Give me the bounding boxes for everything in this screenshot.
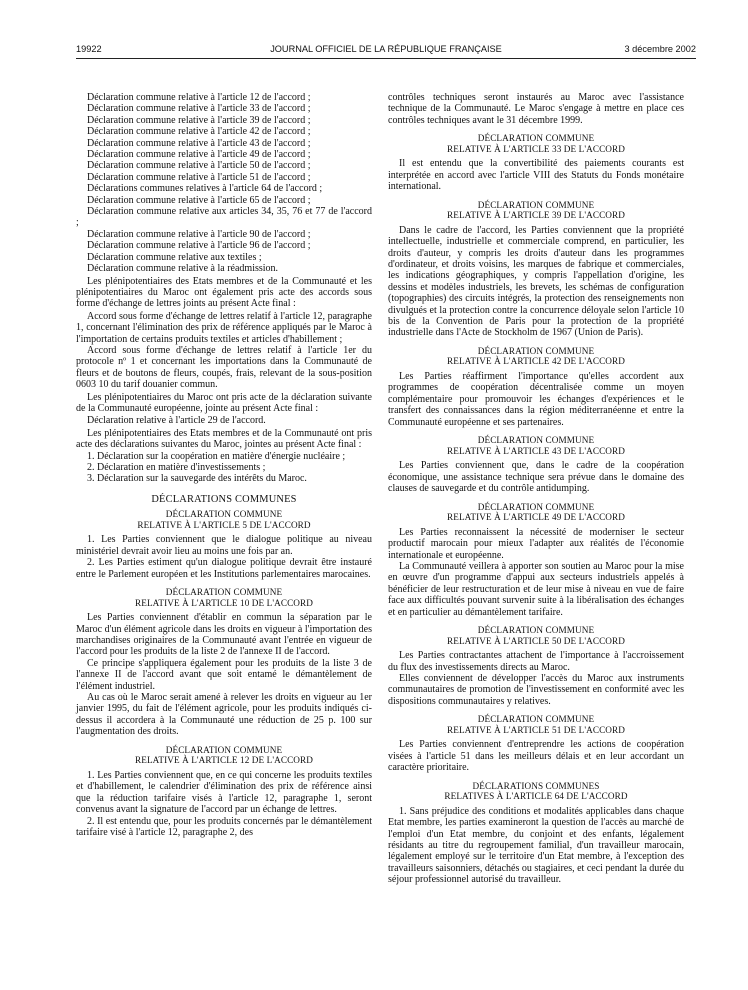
list-item: 2. Déclaration en matière d'investissements ;	[87, 462, 266, 473]
list-item: Déclaration commune relative à l'article 96 de l'accord ;	[87, 240, 311, 252]
section-heading: DÉCLARATION COMMUNE RELATIVE À L'ARTICLE 42 DE L'ACCORD	[447, 345, 625, 367]
list-item: Déclaration commune relative à l'article 50 de l'accord ;	[87, 160, 311, 172]
section-heading: DÉCLARATION COMMUNE RELATIVE À L'ARTICLE 51 DE L'ACCORD	[447, 714, 625, 735]
paragraph: Les Parties conviennent que, dans le cadre de la coopération économique, une assistance technique sera prévue dans le domaine des clauses de sauvegarde et du contrôle antidumping.	[388, 460, 684, 495]
list-item: Déclaration commune relative à l'article 39 de l'accord ;	[87, 114, 311, 126]
list-item: Déclaration commune relative à la réadmission.	[87, 263, 279, 275]
section-heading: DÉCLARATION COMMUNE RELATIVE À L'ARTICLE 49 DE L'ACCORD	[447, 501, 625, 523]
list-item: Déclaration commune relative à l'article 49 de l'accord ;	[87, 149, 311, 161]
right-column	[388, 92, 684, 886]
list-item: Déclaration commune relative à l'article 43 de l'accord ;	[87, 137, 311, 149]
list-item: Déclaration commune relative à l'article 33 de l'accord ;	[87, 103, 311, 115]
paragraph: Déclaration relative à l'article 29 de l'accord.	[87, 415, 266, 427]
list-item: Déclaration commune relative aux textiles ;	[87, 251, 262, 263]
section-heading: DÉCLARATION COMMUNE RELATIVE À L'ARTICLE 50 DE L'ACCORD	[447, 624, 625, 646]
page-number: 19922	[76, 44, 102, 54]
paragraph: Les plénipotentiaires des Etats membres et de la Communauté et les plénipotentiaires du Maroc ont également pris acte des accords sous forme d'échange de lettres joints au présent Acte final :	[76, 275, 372, 310]
declarations-list	[76, 92, 372, 275]
paragraph: Les Parties conviennent d'établir en commun la séparation par le Maroc d'un élément agricole dans les droits en vigueur à l'importation des marchandises originaires de la Communauté avant l'entrée en vigueur de l'accord pour les produits de la liste 2 de l'annexe II de l'accord.	[76, 612, 372, 658]
paragraph: Les Parties conviennent d'entreprendre les actions de coopération visées à l'article 51 dans les meilleurs délais et en leur accordant un caractère prioritaire.	[388, 739, 684, 774]
paragraph: Accord sous forme d'échange de lettres relatif à l'article 12, paragraphe 1, concernant l'élimination des prix de référence appliqués par le Maroc à l'importation de certains produits textiles et articles d'habillement ;	[76, 310, 372, 345]
list-item: Déclaration commune relative à l'article 42 de l'accord ;	[87, 126, 311, 138]
paragraph: 1. Les Parties conviennent que, en ce qui concerne les produits textiles et d'habillement, le calendrier d'élimination des prix de référence ainsi que la réduction tarifaire visés à l'article 12, paragraphe 1, seront convenus avant la signature de l'accord par un échange de lettres.	[76, 769, 372, 816]
paragraph: Les plénipotentiaires du Maroc ont pris acte de la déclaration suivante de la Communauté européenne, jointe au présent Acte final :	[76, 391, 372, 414]
section-heading: DÉCLARATION COMMUNE RELATIVE À L'ARTICLE 33 DE L'ACCORD	[447, 133, 625, 154]
paragraph: 1. Les Parties conviennent que le dialogue politique au niveau ministériel devrait avoir lieu au moins une fois par an.	[76, 534, 372, 557]
list-item: Déclaration commune relative à l'article 12 de l'accord ;	[87, 92, 311, 103]
paragraph: Dans le cadre de l'accord, les Parties conviennent que la propriété intellectuelle, industrielle et commerciale comprend, en particulier, les droits d'auteur, y compris les droits d'auteur dans les programmes d'ordinateur, et droits voisins, les marques de fabrique et commerciales, les indications géographiques, y compris l'appellation d'origine, les dessins et modèles industriels, les brevets, les schémas de configuration (topographies) des circuits intégrés, la protection des renseignements non divulgués et la protection contre la concurrence déloyale selon l'article 10 bis de la Convention de Paris pour la protection de la propriété industrielle dans l'Acte de Stockholm de 1967 (Union de Paris).	[388, 224, 684, 339]
list-item: 3. Déclaration sur la sauvegarde des intérêts du Maroc.	[87, 473, 307, 485]
paragraph: 1. Sans préjudice des conditions et modalités applicables dans chaque Etat membre, les parties examineront la question de l'accès au marché de l'emploi d'un Etat membre, du conjoint et des enfants, légalement résidants au titre du regroupement familial, d'un travailleur marocain, légalement employé sur le territoire d'un Etat membre, à l'exception des travailleurs saisonniers, détachés ou stagiaires, et ceci pendant la durée du séjour professionnel autorisé du travailleur.	[388, 805, 684, 886]
list-item: Déclaration commune relative à l'article 51 de l'accord ;	[87, 171, 311, 183]
issue-date: 3 décembre 2002	[624, 44, 696, 54]
list-item: Déclaration commune relative à l'article 90 de l'accord ;	[87, 228, 311, 240]
paragraph: Il est entendu que la convertibilité des paiements courants est interprétée en accord avec l'article VIII des Statuts du Fonds monétaire international.	[388, 158, 684, 193]
paragraph: Les plénipotentiaires des Etats membres et de la Communauté ont pris acte des déclarations suivantes du Maroc, jointes au présent Acte final :	[76, 427, 372, 451]
section-title: DÉCLARATIONS COMMUNES	[151, 493, 297, 505]
list-item: 1. Déclaration sur la coopération en matière d'énergie nucléaire ;	[87, 450, 346, 462]
paragraph: Les Parties reconnaissent la nécessité de moderniser le secteur productif marocain pour mieux l'adapter aux réalités de l'économie internationale et européenne.	[388, 526, 684, 561]
section-heading: DÉCLARATION COMMUNE RELATIVE À L'ARTICLE 39 DE L'ACCORD	[447, 199, 625, 221]
paragraph: 2. Les Parties estiment qu'un dialogue politique devrait être instauré entre le Parlement européen et les Institutions parlementaires marocaines.	[76, 557, 372, 580]
left-column	[76, 92, 372, 838]
paragraph: Ce principe s'appliquera également pour les produits de la liste 3 de l'annexe II de l'accord avant que soit entamé le démantèlement de l'élément industriel.	[76, 657, 372, 692]
section-heading: DÉCLARATION COMMUNE RELATIVE À L'ARTICLE 43 DE L'ACCORD	[447, 435, 625, 456]
paragraph: Les Parties réaffirment l'importance qu'elles accordent aux programmes de coopération décentralisée comme un moyen complémentaire pour promouvoir les échanges d'expériences et le transfert des connaissances dans la région méditerranéenne et entre la Communauté européenne et ses partenaires.	[388, 371, 684, 428]
paragraph: Elles conviennent de développer l'accès du Maroc aux instruments communautaires de promotion de l'investissement en conformité avec les dispositions communautaires y relatives.	[388, 672, 684, 707]
paragraph: contrôles techniques seront instaurés au Maroc avec l'assistance technique de la Communauté. Le Maroc s'engage à mettre en place ces contrôles techniques avant le 31 décembre 1999.	[388, 92, 684, 126]
section-heading: DÉCLARATION COMMUNE RELATIVE À L'ARTICLE 10 DE L'ACCORD	[135, 587, 313, 608]
paragraph: 2. Il est entendu que, pour les produits concernés par le démantèlement tarifaire visé à l'article 12, paragraphe 2, des	[76, 815, 372, 838]
journal-title: JOURNAL OFFICIEL DE LA RÉPUBLIQUE FRANÇAISE	[270, 44, 502, 54]
paragraph: Les Parties contractantes attachent de l'importance à l'accroissement du flux des investissements directs au Maroc.	[388, 650, 684, 673]
list-item: Déclarations communes relatives à l'article 64 de l'accord ;	[87, 183, 323, 195]
section-heading: DÉCLARATIONS COMMUNES RELATIVES À L'ARTICLE 64 DE L'ACCORD	[444, 780, 628, 802]
header-rule	[76, 58, 696, 59]
paragraph: Accord sous forme d'échange de lettres relatif à l'article 1er du protocole nº 1 et concernant les importations dans la Communauté de fleurs et de boutons de fleurs, coupés, frais, relevant de la sous-position 0603 10 du tarif douanier commun.	[76, 344, 372, 391]
paragraph: La Communauté veillera à apporter son soutien au Maroc pour la mise en œuvre d'un programme d'appui aux secteurs industriels appelés à bénéficier de leur restructuration et de leur mise à niveau en vue de faire face aux difficultés pouvant survenir suite à la libéralisation des échanges et en particulier au démantèlement tarifaire.	[388, 560, 684, 618]
paragraph: Au cas où le Maroc serait amené à relever les droits en vigueur au 1er janvier 1995, du fait de l'élément agricole, pour les produits indiqués ci-dessus il accordera à la Communauté une réduction de 25 p. 100 sur l'augmentation des droits.	[76, 692, 372, 738]
list-item: Déclaration commune relative aux articles 34, 35, 76 et 77 de l'accord ;	[76, 206, 372, 229]
section-heading: DÉCLARATION COMMUNE RELATIVE À L'ARTICLE 12 DE L'ACCORD	[135, 744, 313, 766]
section-heading: DÉCLARATION COMMUNE RELATIVE À L'ARTICLE 5 DE L'ACCORD	[137, 509, 311, 530]
page-header	[76, 44, 696, 58]
list-item: Déclaration commune relative à l'article 65 de l'accord ;	[87, 194, 311, 206]
